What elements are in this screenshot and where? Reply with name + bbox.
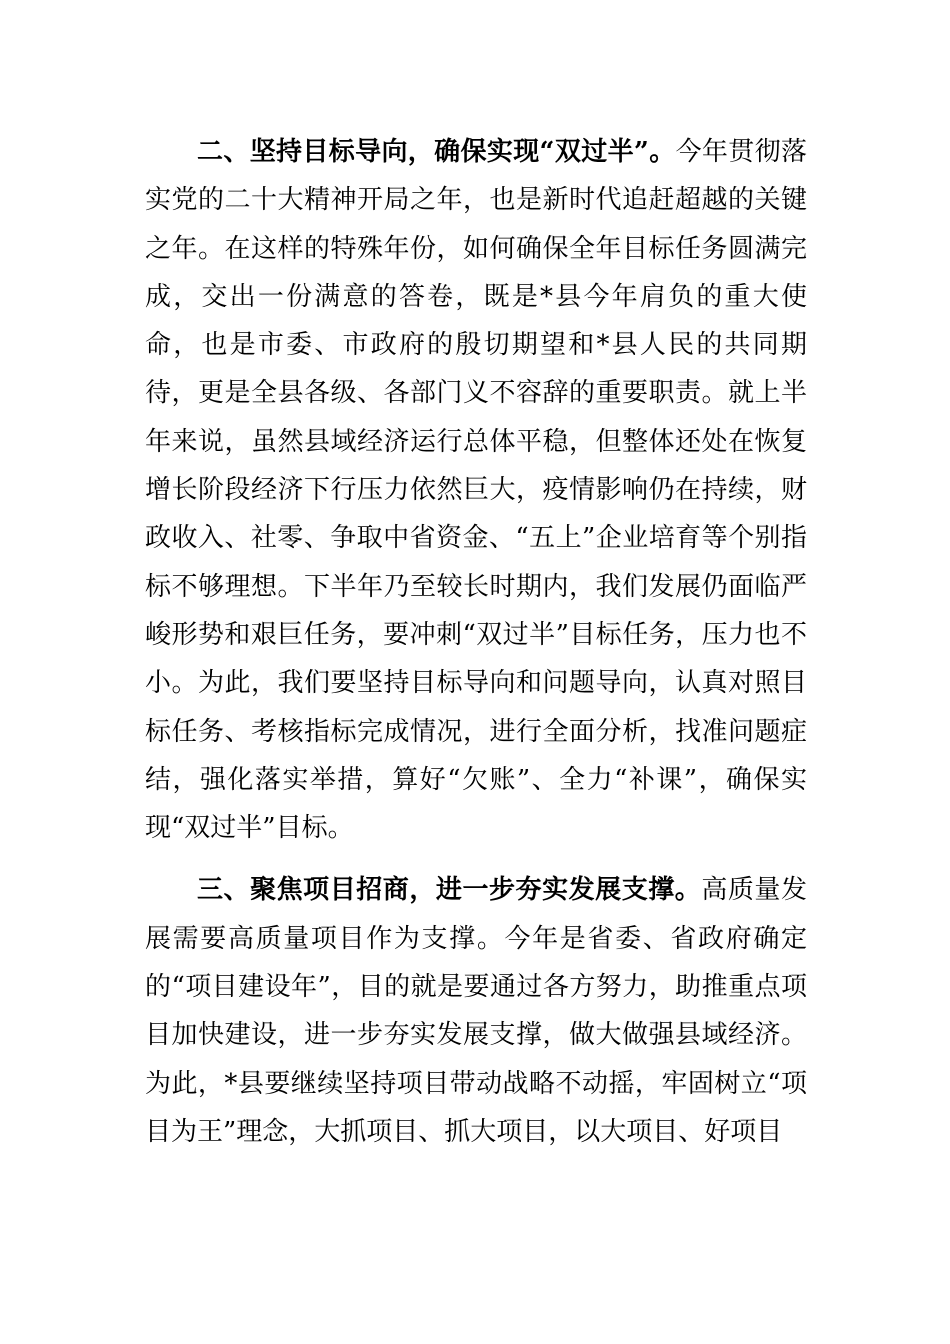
paragraph-heading: 三、聚焦项目招商，进一步夯实发展支撑。: [197, 875, 702, 906]
paragraph-text: 今年贯彻落实党的二十大精神开局之年，也是新时代追赶超越的关键之年。在这样的特殊年份，如何确保全年目标任务圆满完成，交出一份满意的答卷，既是*县今年肩负的重大使命，也是市委、市政府的殷切期望和*县人民的共同期待，更是全县各级、各部门义不容辞的重要职责。就上半年来说，虽然县域经济运行总体平稳，但整体还处在恢复增长阶段经济下行压力依然巨大，疫情影响仍在持续，财政收入、社零、争取中省资金、“五上”企业培育等个别指标不够理想。下半年乃至较长时期内，我们发展仍面临严峻形势和艰巨任务，要冲刺“双过半”目标任务，压力也不小。为此，我们要坚持目标导向和问题导向，认真对照目标任务、考核指标完成情况，进行全面分析，找准问题症结，强化落实举措，算好“欠账”、全力“补课”，确保实现“双过半”目标。: [145, 137, 807, 844]
paragraph-heading: 二、坚持目标导向，确保实现“双过半”。: [197, 137, 676, 167]
document-body: [145, 128, 807, 1156]
paragraph-text: 高质量发展需要高质量项目作为支撑。今年是省委、省政府确定的“项目建设年”，目的就是要通过各方努力，助推重点项目加快建设，进一步夯实发展支撑，做大做强县域经济。为此，*县要继续坚持项目带动战略不动摇，牢固树立“项目为王”理念，大抓项目、抓大项目，以大项目、好项目: [145, 875, 807, 1147]
paragraph-2: [145, 128, 807, 852]
paragraph-3: [145, 866, 807, 1156]
